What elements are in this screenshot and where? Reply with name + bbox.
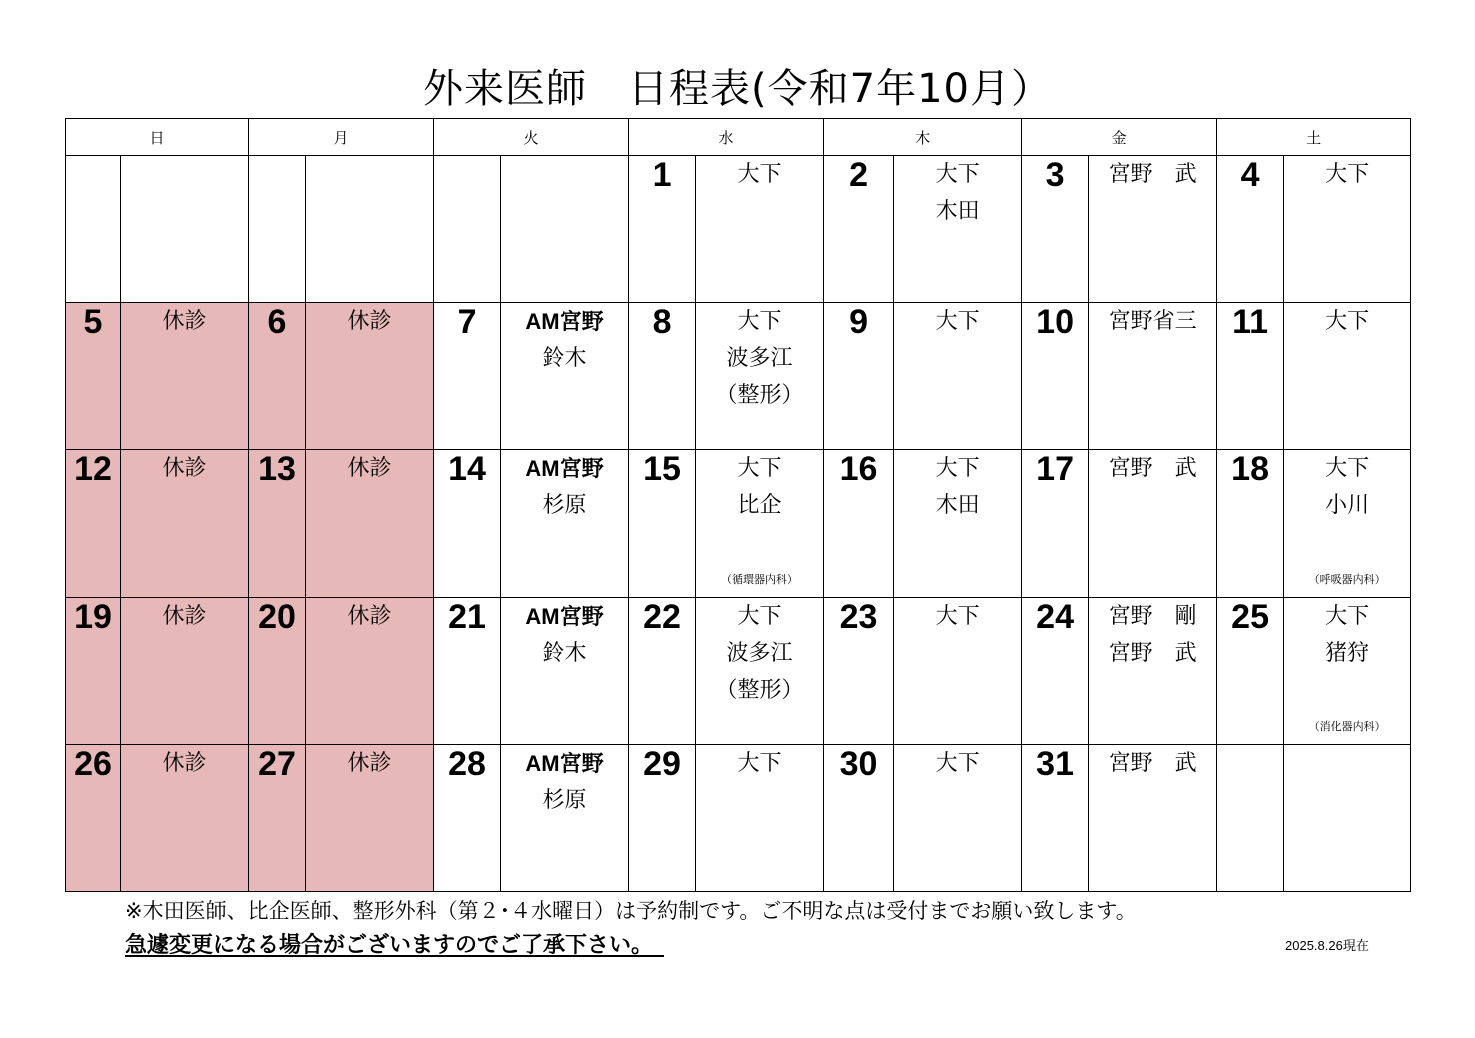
day-number: 7	[434, 303, 501, 450]
doctor-schedule-cell	[1089, 450, 1217, 597]
closed-day-cell	[121, 597, 249, 744]
doctor-name: 大下	[737, 162, 782, 187]
doctor-schedule-cell	[1089, 303, 1217, 450]
doctor-schedule-cell	[1284, 450, 1411, 597]
doctor-schedule-cell	[894, 303, 1022, 450]
closed-label: 休診	[162, 456, 207, 482]
closed-day-cell	[306, 597, 434, 744]
calendar-table	[65, 118, 1411, 892]
doctor-name: 大下	[1325, 456, 1370, 482]
doctor-name: 杉原	[542, 787, 587, 813]
department-note: （消化器内科）	[1308, 719, 1386, 733]
day-number: 31	[1022, 744, 1089, 891]
day-number: 5	[66, 303, 121, 450]
day-number: 6	[249, 303, 306, 450]
day-number: 14	[434, 450, 501, 597]
doctor-name: 大下	[737, 456, 782, 482]
day-number: 9	[824, 303, 894, 450]
doctor-schedule-cell	[1284, 744, 1411, 891]
doctor-schedule-cell	[1089, 744, 1217, 891]
closed-day-cell	[306, 303, 434, 450]
closed-day-cell	[306, 450, 434, 597]
doctor-schedule-cell	[501, 156, 629, 303]
day-number: 29	[629, 744, 696, 891]
doctor-schedule-cell	[894, 450, 1022, 597]
day-number	[1217, 744, 1284, 891]
day-number: 10	[1022, 303, 1089, 450]
day-number: 3	[1022, 156, 1089, 303]
day-number: 19	[66, 597, 121, 744]
doctor-name: 宮野省三	[1108, 309, 1197, 335]
doctor-schedule-cell	[306, 156, 434, 303]
weekday-header-thu: 木	[824, 119, 1022, 156]
doctor-name: 宮野 剛	[1108, 603, 1197, 629]
day-number: 27	[249, 744, 306, 891]
day-number: 16	[824, 450, 894, 597]
doctor-name: 大下	[935, 162, 980, 187]
weekday-header-wed: 水	[629, 119, 824, 156]
doctor-name: 猪狩	[1325, 640, 1370, 666]
department-note: （循環器内科）	[721, 572, 799, 586]
doctor-name: AM宮野	[525, 309, 604, 335]
closed-label: 休診	[347, 750, 392, 776]
closed-label: 休診	[347, 603, 392, 629]
doctor-schedule-cell	[501, 744, 629, 891]
doctor-schedule-cell	[501, 303, 629, 450]
doctor-name: 大下	[935, 456, 980, 482]
week-row	[66, 303, 1411, 450]
week-row	[66, 156, 1411, 303]
doctor-name: 宮野 武	[1108, 456, 1197, 482]
doctor-name: 大下	[737, 309, 782, 335]
weekday-header-mon: 月	[249, 119, 434, 156]
doctor-name: 大下	[1325, 603, 1370, 629]
week-row	[66, 597, 1411, 744]
closed-day-cell	[121, 303, 249, 450]
doctor-schedule-cell	[696, 156, 824, 303]
day-number: 25	[1217, 597, 1284, 744]
closed-day-cell	[306, 744, 434, 891]
doctor-name: 波多江	[726, 640, 793, 666]
day-number: 15	[629, 450, 696, 597]
doctor-schedule-cell	[121, 156, 249, 303]
doctor-schedule-cell	[696, 744, 824, 891]
day-number: 8	[629, 303, 696, 450]
doctor-name: 小川	[1325, 493, 1370, 519]
department-note: （呼吸器内科）	[1308, 572, 1386, 586]
day-number: 26	[66, 744, 121, 891]
doctor-schedule-cell	[1284, 156, 1411, 303]
doctor-name: 鈴木	[542, 640, 587, 666]
doctor-name: 宮野 武	[1108, 750, 1197, 776]
day-number: 28	[434, 744, 501, 891]
day-number: 11	[1217, 303, 1284, 450]
closed-label: 休診	[347, 456, 392, 482]
day-number: 2	[824, 156, 894, 303]
doctor-schedule-cell	[894, 156, 1022, 303]
day-number: 12	[66, 450, 121, 597]
doctor-schedule-cell	[501, 450, 629, 597]
doctor-name: 波多江	[726, 346, 793, 372]
day-number: 23	[824, 597, 894, 744]
day-number	[434, 156, 501, 303]
doctor-name: AM宮野	[525, 603, 604, 629]
day-number	[66, 156, 121, 303]
doctor-schedule-cell	[696, 450, 824, 597]
day-number: 20	[249, 597, 306, 744]
as-of-date: 2025.8.26現在	[1285, 938, 1369, 953]
weekday-header-row	[66, 119, 1411, 156]
doctor-name: 大下	[935, 309, 980, 335]
closed-label: 休診	[162, 750, 207, 776]
weekday-header-tue: 火	[434, 119, 629, 156]
doctor-name: 杉原	[542, 493, 587, 519]
doctor-name: 大下	[935, 603, 980, 629]
doctor-name: AM宮野	[525, 750, 604, 776]
doctor-schedule-cell	[501, 597, 629, 744]
doctor-name: 比企	[737, 493, 782, 519]
doctor-schedule-cell	[1284, 597, 1411, 744]
doctor-schedule-cell	[894, 744, 1022, 891]
doctor-schedule-cell	[696, 303, 824, 450]
doctor-name: 宮野 武	[1108, 640, 1197, 666]
doctor-name: 大下	[1325, 309, 1370, 335]
doctor-name: 鈴木	[542, 346, 587, 372]
doctor-schedule-cell	[1089, 156, 1217, 303]
doctor-name: 木田	[935, 493, 980, 519]
doctor-name: 木田	[935, 199, 980, 224]
doctor-schedule-cell	[1089, 597, 1217, 744]
closed-label: 休診	[162, 603, 207, 629]
day-number: 4	[1217, 156, 1284, 303]
day-number: 21	[434, 597, 501, 744]
day-number: 18	[1217, 450, 1284, 597]
week-row	[66, 450, 1411, 597]
weekday-header-fri: 金	[1022, 119, 1217, 156]
change-notice: 急遽変更になる場合がございますのでご了承下さい。	[125, 933, 665, 958]
day-number: 13	[249, 450, 306, 597]
day-number: 22	[629, 597, 696, 744]
weekday-header-sat: 土	[1217, 119, 1411, 156]
day-number: 17	[1022, 450, 1089, 597]
doctor-schedule-cell	[696, 597, 824, 744]
closed-label: 休診	[162, 309, 207, 335]
reservation-note: ※木田医師、比企医師、整形外科（第２･４水曜日）は予約制です。ご不明な点は受付までお願い致します。	[125, 899, 1137, 923]
doctor-name: （整形）	[715, 383, 804, 409]
day-number: 30	[824, 744, 894, 891]
week-row	[66, 744, 1411, 891]
doctor-name: AM宮野	[525, 456, 604, 482]
doctor-name: （整形）	[715, 677, 804, 703]
day-number	[249, 156, 306, 303]
doctor-name: 宮野 武	[1108, 162, 1197, 187]
closed-day-cell	[121, 744, 249, 891]
doctor-schedule-cell	[894, 597, 1022, 744]
doctor-schedule-cell	[1284, 303, 1411, 450]
page-title: 外来医師 日程表(令和7年10月）	[423, 66, 1052, 112]
calendar-body	[66, 156, 1411, 892]
day-number: 24	[1022, 597, 1089, 744]
closed-day-cell	[121, 450, 249, 597]
weekday-header-sun: 日	[66, 119, 249, 156]
doctor-name: 大下	[935, 750, 980, 776]
doctor-name: 大下	[1325, 162, 1370, 187]
day-number: 1	[629, 156, 696, 303]
doctor-name: 大下	[737, 603, 782, 629]
doctor-name: 大下	[737, 750, 782, 776]
closed-label: 休診	[347, 309, 392, 335]
